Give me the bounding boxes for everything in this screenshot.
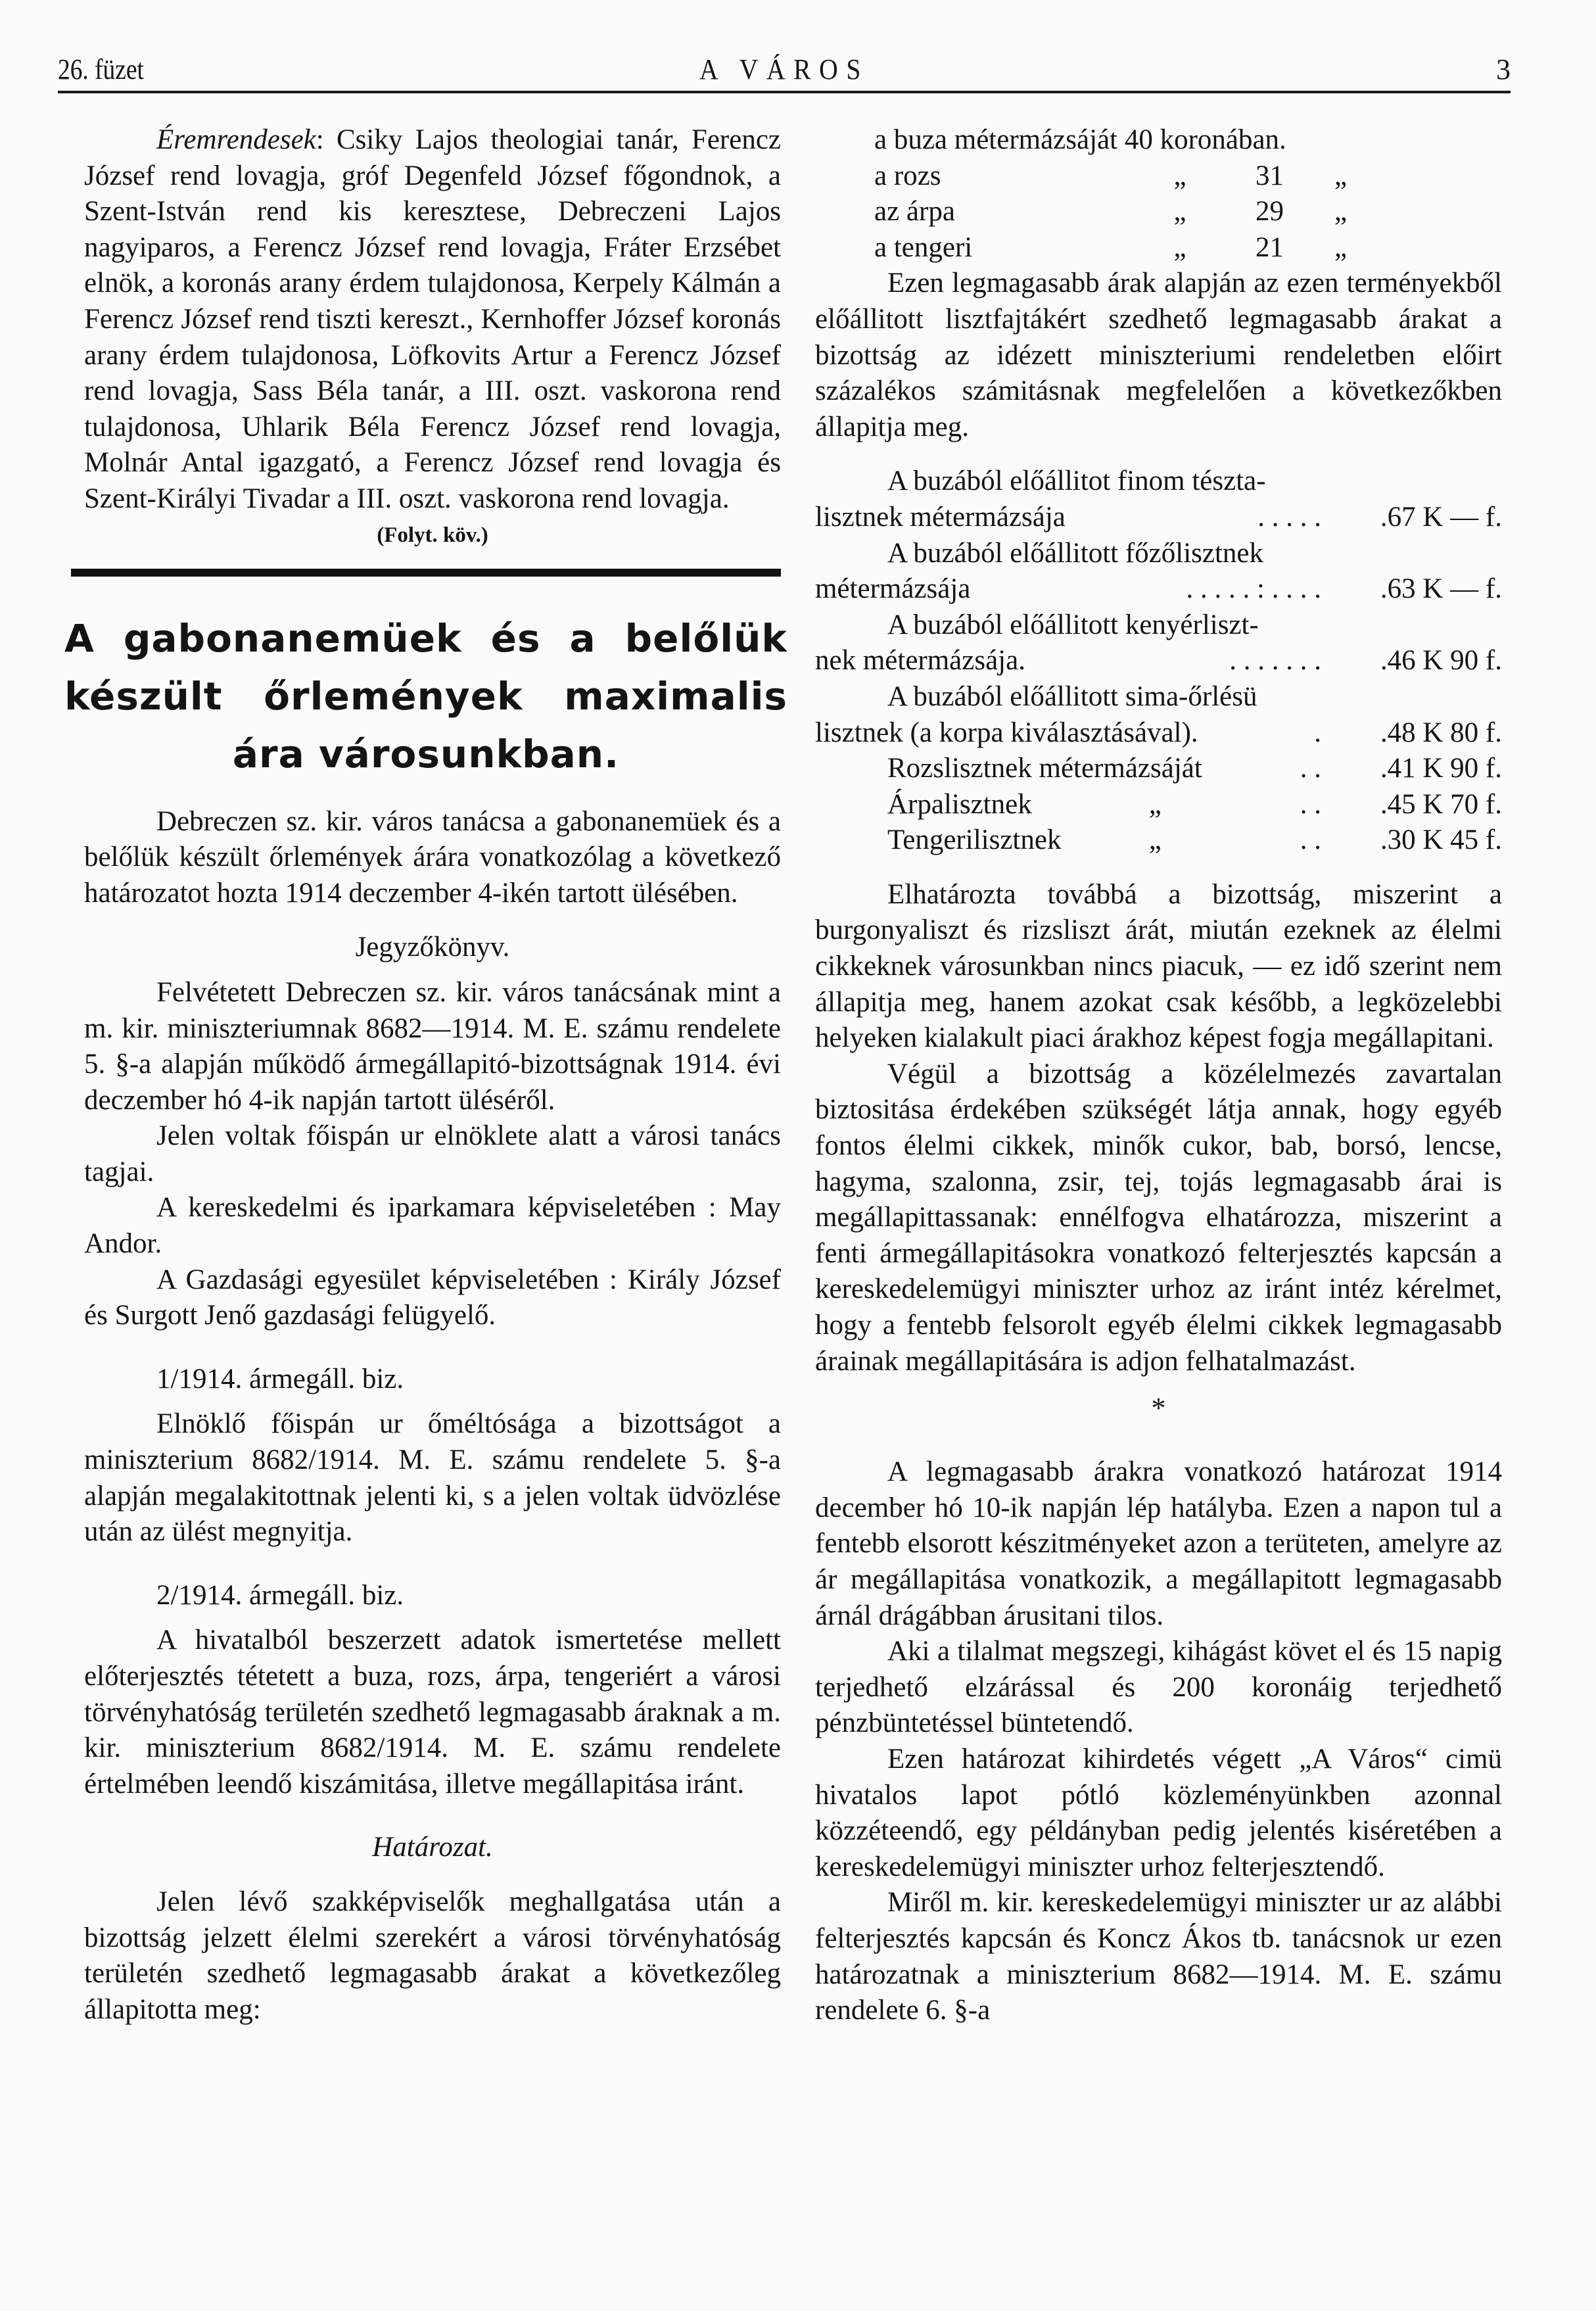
flour-intro-paragraph: Ezen legmagasabb árak alapján az ezen terményekből előállitott lisztfajtákért szedhető legmagasabb árakat a bizottság az idézett miniszteriumi rendeletben előirt százalékos számitásnak megfelelően a következőkben állapitja meg. (815, 268, 1502, 442)
reference-number: 2/1914. ármegáll. biz. (156, 1579, 404, 1611)
section-separator: * (1151, 1392, 1166, 1425)
minutes-heading: Jegyzőkönyv. (355, 932, 510, 963)
flour-price-row: Árpalisztnek „ . . .45 K 70 f. (815, 787, 1502, 823)
paragraph: A kereskedelmi és iparkamara képviseletében : May Andor. (84, 1192, 781, 1260)
flour-price-row: Rozslisztnek métermázsáját . . .41 K 90 f. (815, 751, 1502, 787)
grain-price-row: a buza métermázsáját 40 koronában. (874, 124, 1286, 155)
running-header (58, 47, 1511, 88)
flour-price: .67 K — f. (1380, 501, 1502, 533)
article-title: A gabonanemüek és a belőlük készült őrlemények maximalis ára városunkban. (64, 615, 787, 776)
flour-price-row: Tengerilisztnek „ . . .30 K 45 f. (815, 822, 1502, 859)
grain-price-row: a rozs „ 31 „ (874, 160, 1348, 191)
flour-price: .48 K 80 f. (1380, 717, 1502, 748)
paragraph: A hivatalból beszerzett adatok ismertetése mellett előterjesztés tétetett a buza, rozs, árpa, tengeriért a városi törvényhatóság területén szedhető legmagasabb áraknak a m. kir. miniszterium 8682/1914. M. E. számu rendelete értelmében leendő kiszámitása, illetve megállapitása iránt. (84, 1625, 781, 1799)
flour-item-heading: A buzából előállitott kenyérliszt- (887, 609, 1259, 640)
publication-title: A VÁROS (699, 53, 870, 85)
honors-paragraph (84, 122, 781, 517)
paragraph: Elhatározta továbbá a bizottság, miszerint a burgonyaliszt és rizsliszt árát, miután ezeknek az élelmi cikkeknek városunkban nincs piacuk, — ez idő szerint nem állapitja meg, hanem azokat csak később, a legközelebbi helyeken kialakult piaci árakhoz képest fogja megállapitani. (815, 878, 1502, 1054)
flour-price-list (815, 464, 1502, 859)
flour-price: .45 K 70 f. (1380, 788, 1502, 820)
flour-price-row: lisztnek métermázsája . . . . . .67 K — f. (815, 500, 1502, 536)
paragraph: A legmagasabb árakra vonatkozó határozat 1914 december hó 10-ik napján lép hatályba. Ezen a napon tul a fentebb elsorott készitményeket azon a terüteten, amelyre az ár megállapitása vonatkozik, a megállapitott legmagasabb árnál drágábban árusitani tilos. (815, 1456, 1502, 1631)
flour-item-heading: A buzából előállitott sima-őrlésü (887, 680, 1257, 712)
paragraph: Jelen lévő szakképviselők meghallgatása után a bizottság jelzett élelmi szerekért a városi törvényhatóság területén szedhető legmagasabb árakat a következőleg állapitotta meg: (84, 1886, 781, 2025)
paragraph: Miről m. kir. kereskedelemügyi miniszter ur az alábbi felterjesztés kapcsán és Koncz Ákos tb. tanácsnok ur ezen határozatnak a miniszterium 8682—1914. M. E. számu rendelete 6. §-a (815, 1887, 1502, 2026)
intro-paragraph: Debreczen sz. kir. város tanácsa a gabonanemüek és a belőlük készült őrlemények árára vonatkozólag a következő határozatot hozta 1914 deczember 4-ikén tartott ülésében. (84, 805, 781, 909)
paragraph: Felvétetett Debreczen sz. kir. város tanácsának mint a m. kir. miniszteriumnak 8682—1914. M. E. számu rendelete 5. §-a alapján működő ármegállapitó-bizottságnak 1914. évi deczember hó 4-ik napján tartott üléséről. (84, 976, 781, 1116)
flour-price: .63 K — f. (1380, 573, 1502, 605)
flour-price: .30 K 45 f. (1380, 824, 1502, 856)
honors-text: : Csiky Lajos theologiai tanár, Ferencz József rend lovagja, gróf Degenfeld József főgondnok, a Szent-István rend kis keresztese, Debreczeni Lajos nagyiparos, a Ferencz József rend lovagja, Fráter Erzsébet elnök, a koronás arany érdem tulajdonosa, Kerpely Kálmán a Ferencz József rend tiszti kereszt., Kernhoffer József koronás arany érdem tulajdonosa, Löfkovits Artur a Ferencz József rend lovagja, Sass Béla tanár, a III. oszt. vaskorona rend tulajdonosa, Uhlarik Béla Ferencz József rend lovagja, Molnár Antal igazgató, a Ferencz József rend lovagja és Szent-Királyi Tivadar a III. oszt. vaskorona rend lovagja. (84, 124, 781, 514)
grain-price-row: az árpa „ 29 „ (874, 196, 1348, 227)
paragraph: Végül a bizottság a közélelmezés zavartalan biztositása érdekében szükségét látja annak, hogy egyéb fontos élelmi cikkek, minők cukor, bab, borsó, lencse, hagyma, szalonna, zsir, tej, tojás legmagasabb árai is megállapittassanak: ennélfogva elhatározza, miszerint a fenti ármegállapitásokra vonatkozó felterjesztés kapcsán a kereskedelemügyi miniszter urhoz az iránt intéz kérelmet, hogy a fentebb felsorolt egyéb élelmi cikkek legmagasabb árainak megállapitására is adjon felhatalmazást. (815, 1058, 1502, 1377)
header-rule (58, 91, 1511, 93)
issue-number: 26. füzet (58, 53, 144, 85)
honors-label: Éremrendesek (156, 124, 316, 155)
grain-price-list (815, 122, 1502, 266)
paragraph: Elnöklő főispán ur őméltósága a bizottságot a miniszterium 8682/1914. M. E. számu rendelete 5. §-a alapján megalakitottnak jelenti ki, s a jelen voltak üdvözlése után az ülést megnyitja. (84, 1408, 781, 1548)
right-column (815, 122, 1502, 2029)
decision-heading: Határozat. (372, 1832, 493, 1863)
flour-price: .41 K 90 f. (1380, 753, 1502, 784)
flour-price-row: lisztnek (a korpa kiválasztásával). . .48 K 80 f. (815, 715, 1502, 751)
left-column (64, 122, 787, 2028)
paragraph: Aki a tilalmat megszegi, kihágást követ el és 15 napig terjedhető elzárással és 200 koronáig terjedhető pénzbüntetéssel büntetendő. (815, 1636, 1502, 1739)
section-divider (71, 569, 781, 577)
paragraph: Jelen voltak főispán ur elnöklete alatt a városi tanács tagjai. (84, 1120, 781, 1187)
flour-price-row: nek métermázsája. . . . . . . . .46 K 90 f. (815, 643, 1502, 679)
paragraph: A Gazdasági egyesület képviseletében : Király József és Surgott Jenő gazdasági felügyelő. (84, 1264, 781, 1331)
flour-price-row: métermázsája . . . . . : . . . . .63 K — f. (815, 571, 1502, 608)
grain-price-row: a tengeri „ 21 „ (874, 231, 1348, 263)
flour-price: .46 K 90 f. (1380, 645, 1502, 677)
paragraph: Ezen határozat kihirdetés végett „A Város“ cimü hivatalos lapot pótló közleményünkben azonnal közzéteendő, egy példányban pedig jelentés kiséretében a kereskedelemügyi miniszter urhoz felterjesztendő. (815, 1743, 1502, 1882)
reference-number: 1/1914. ármegáll. biz. (156, 1363, 404, 1394)
flour-item-heading: A buzából előállitot finom tészta- (887, 465, 1266, 497)
continued-note: (Folyt. köv.) (377, 523, 488, 547)
flour-item-heading: A buzából előállitott főzőlisztnek (887, 537, 1263, 569)
page-number: 3 (1496, 53, 1511, 85)
